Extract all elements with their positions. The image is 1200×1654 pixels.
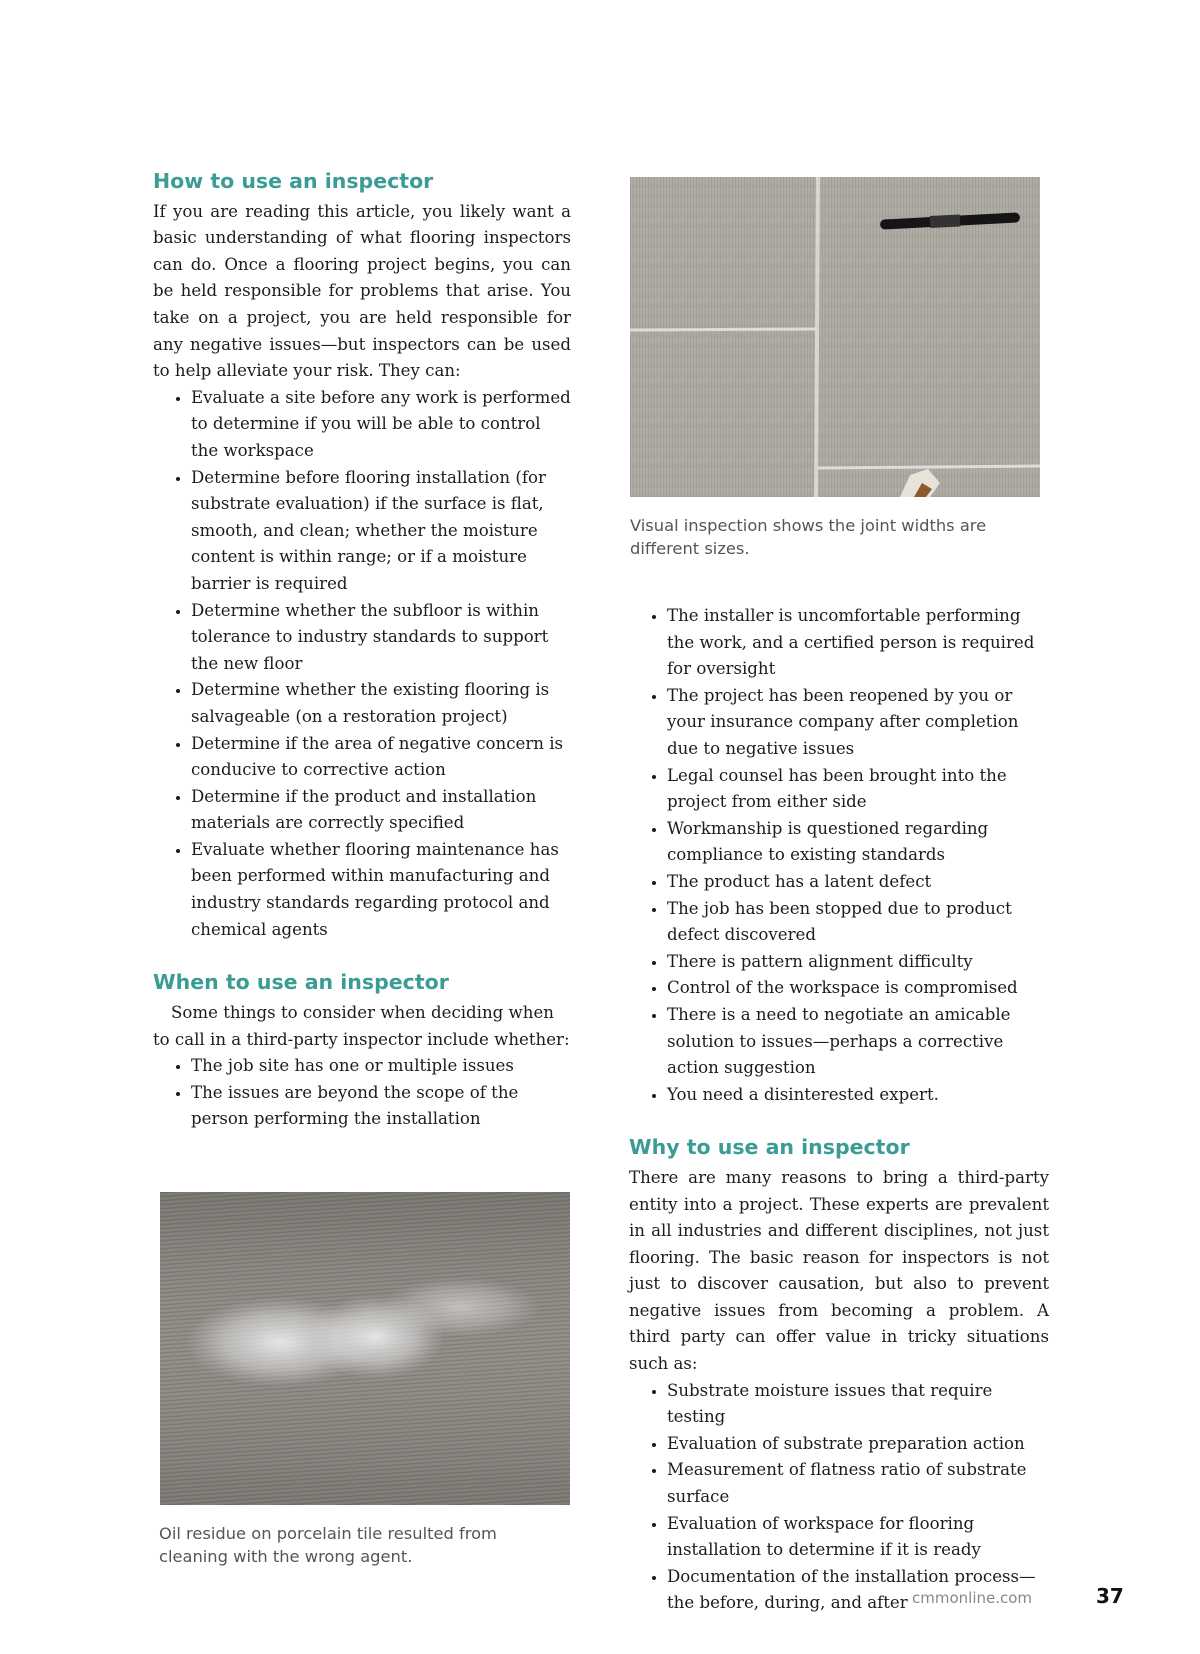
left-column <box>153 168 571 1133</box>
why-heading: Why to use an inspector <box>629 1135 910 1160</box>
why-intro: There are many reasons to bring a third-party entity into a project. These experts are prevalent in all industries and different disciplines, not just flooring. The basic reason for inspectors is not just to discover causation, but also to prevent negative issues from becoming a problem. A third party can offer value in tricky situations such as: <box>629 1167 1049 1374</box>
list-item: • Evaluation of workspace for flooring installation to determine if it is ready <box>667 1511 1049 1564</box>
list-item: • The job site has one or multiple issues <box>191 1053 571 1080</box>
list-item: • Evaluate a site before any work is performed to determine if you will be able to control the workspace <box>191 385 571 465</box>
list-item: • Documentation of the installation process—the before, during, and after <box>667 1564 1049 1617</box>
list-item: • Determine before flooring installation (for substrate evaluation) if the surface is flat, smooth, and clean; whether the moisture content is within range; or if a moisture barrier is required <box>191 465 571 598</box>
when-list-part-2 <box>629 603 1049 1108</box>
how-heading: How to use an inspector <box>153 169 434 193</box>
page-number: 37 <box>1096 1584 1124 1608</box>
when-list-part-1 <box>153 1053 571 1133</box>
when-intro: Some things to consider when deciding when to call in a third-party inspector include whether: <box>153 1002 570 1049</box>
bottom-photo-caption: Oil residue on porcelain tile resulted from cleaning with the wrong agent. <box>159 1524 497 1566</box>
list-item: • The job has been stopped due to product defect discovered <box>667 896 1049 949</box>
list-item: • The issues are beyond the scope of the person performing the installation <box>191 1080 571 1133</box>
list-item: • There is a need to negotiate an amicable solution to issues—perhaps a corrective action suggestion <box>667 1002 1049 1082</box>
list-item: • Workmanship is questioned regarding compliance to existing standards <box>667 816 1049 869</box>
why-list <box>629 1378 1049 1617</box>
how-intro: If you are reading this article, you likely want a basic understanding of what flooring inspectors can do. Once a flooring project begins, you can be held responsible for problems that arise. You take on a project, you are held responsible for any negative issues—but inspectors can be used to help alleviate your risk. They can: <box>153 201 571 381</box>
list-item: • You need a disinterested expert. <box>667 1082 1049 1109</box>
right-column <box>629 603 1049 1617</box>
oil-residue-photo <box>160 1192 570 1505</box>
list-item: • Substrate moisture issues that require testing <box>667 1378 1049 1431</box>
list-item: • Measurement of flatness ratio of substrate surface <box>667 1457 1049 1510</box>
list-item: • Determine whether the subfloor is within tolerance to industry standards to support the new floor <box>191 598 571 678</box>
list-item: • Evaluate whether flooring maintenance has been performed within manufacturing and industry standards regarding protocol and chemical agents <box>191 837 571 943</box>
list-item: • Determine if the product and installation materials are correctly specified <box>191 784 571 837</box>
list-item: • Evaluation of substrate preparation action <box>667 1431 1049 1458</box>
list-item: • The project has been reopened by you or your insurance company after completion due to negative issues <box>667 683 1049 763</box>
list-item: • There is pattern alignment difficulty <box>667 949 1049 976</box>
how-list <box>153 385 571 943</box>
tile-floor-image <box>630 177 1040 497</box>
joint-width-photo <box>630 177 1040 497</box>
list-item: • Control of the workspace is compromised <box>667 975 1049 1002</box>
porcelain-tile-image <box>160 1192 570 1505</box>
footer-website: cmmonline.com <box>912 1589 1033 1607</box>
list-item: • Determine whether the existing flooring is salvageable (on a restoration project) <box>191 677 571 730</box>
list-item: • The product has a latent defect <box>667 869 1049 896</box>
top-photo-caption: Visual inspection shows the joint widths are different sizes. <box>630 516 987 558</box>
list-item: • Legal counsel has been brought into the project from either side <box>667 763 1049 816</box>
list-item: • The installer is uncomfortable performing the work, and a certified person is required for oversight <box>667 603 1049 683</box>
list-item: • Determine if the area of negative concern is conducive to corrective action <box>191 731 571 784</box>
when-heading: When to use an inspector <box>153 970 449 995</box>
